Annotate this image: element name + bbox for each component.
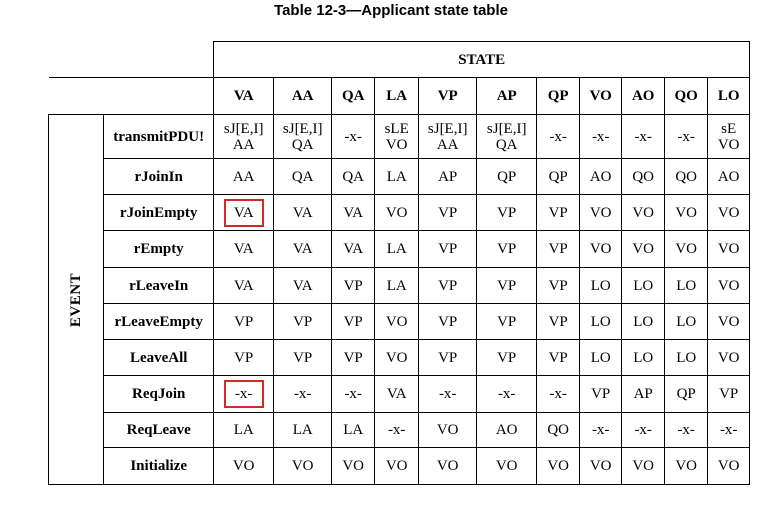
cell-value: -x- [344, 128, 362, 145]
state-cell [665, 413, 708, 448]
cell-value: LO [633, 277, 654, 294]
cell-value: -x- [677, 422, 695, 438]
cell-value: AO [717, 168, 740, 185]
event-name: Initialize [104, 448, 214, 485]
cell-value: -x- [591, 422, 610, 438]
cell-value: VO [589, 458, 612, 474]
state-cell [665, 376, 708, 413]
event-name: transmitPDU! [104, 115, 214, 159]
cell-value: sJ[E,I] QA [486, 120, 527, 153]
state-cell [274, 115, 332, 159]
cell-value: LO [676, 349, 697, 366]
table-row [49, 159, 750, 195]
cell-value: AO [495, 422, 518, 438]
state-cell [665, 448, 708, 485]
state-cell [580, 413, 622, 448]
cell-value: LA [386, 277, 407, 294]
state-cell [419, 159, 477, 195]
state-cell [214, 413, 274, 448]
cell-value: VP [719, 386, 739, 402]
state-header-row [49, 78, 750, 115]
state-cell [537, 231, 580, 268]
cell-value: QP [548, 168, 568, 185]
state-cell [708, 159, 750, 195]
state-cell [375, 159, 419, 195]
cell-value: VO [495, 458, 518, 474]
state-cell [622, 448, 665, 485]
table-row [49, 340, 750, 376]
state-cell [375, 231, 419, 268]
cell-value: LO [633, 313, 654, 330]
state-cell [580, 115, 622, 159]
table-caption: Table 12-3—Applicant state table [274, 2, 508, 19]
cell-value: VP [438, 241, 458, 257]
cell-value: VO [717, 277, 740, 294]
state-header-aa: AA [274, 78, 332, 115]
cell-value: VO [291, 458, 314, 474]
state-cell [477, 376, 537, 413]
state-cell [580, 376, 622, 413]
cell-value: AP [438, 168, 458, 185]
table-row [49, 115, 750, 159]
state-cell [622, 268, 665, 304]
state-cell [537, 340, 580, 376]
state-cell [477, 304, 537, 340]
cell-value: LO [590, 277, 611, 294]
event-label: EVENT [68, 272, 85, 327]
cell-value: AO [589, 168, 612, 185]
table-row [49, 376, 750, 413]
event-name: rJoinIn [104, 159, 214, 195]
cell-value: VO [717, 241, 740, 257]
cell-value: VP [548, 241, 568, 257]
state-cell [214, 340, 274, 376]
state-cell [665, 268, 708, 304]
state-cell [332, 231, 375, 268]
cell-value: -x- [549, 128, 567, 145]
state-cell [622, 159, 665, 195]
cell-value: AA [232, 168, 255, 185]
cell-value: VP [591, 386, 611, 402]
cell-value: VO [436, 458, 459, 474]
cell-value: sLE VO [384, 120, 409, 153]
cell-value: VO [385, 204, 408, 221]
state-cell [419, 231, 477, 268]
cell-value: -x- [387, 422, 406, 438]
state-cell [419, 304, 477, 340]
cell-value: VO [547, 458, 570, 474]
event-name: rEmpty [104, 231, 214, 268]
cell-value: LA [343, 422, 364, 438]
state-cell [274, 376, 332, 413]
state-group-header: STATE [214, 42, 750, 78]
cell-value: LO [590, 313, 611, 330]
state-header-qa: QA [332, 78, 375, 115]
cell-value: QO [632, 168, 655, 185]
cell-value: VO [675, 458, 698, 474]
state-cell [332, 268, 375, 304]
cell-value: VP [548, 349, 568, 366]
state-cell [537, 268, 580, 304]
state-cell [622, 115, 665, 159]
cell-value: VA [386, 386, 407, 402]
cell-value: VP [497, 277, 517, 294]
cell-value: VA [343, 204, 364, 221]
table-row [49, 268, 750, 304]
state-cell [419, 195, 477, 231]
cell-value: VO [385, 349, 408, 366]
state-cell [375, 340, 419, 376]
table-row [49, 304, 750, 340]
cell-value: VO [385, 313, 408, 330]
state-cell [477, 159, 537, 195]
state-cell [419, 376, 477, 413]
state-cell [580, 268, 622, 304]
state-cell [332, 159, 375, 195]
cell-value: VA [343, 241, 364, 257]
state-cell [214, 268, 274, 304]
cell-value: VO [675, 204, 698, 221]
state-cell [332, 115, 375, 159]
cell-value: VA [292, 204, 313, 221]
state-cell [708, 115, 750, 159]
cell-value: VP [548, 204, 568, 221]
state-cell [332, 448, 375, 485]
state-cell [622, 231, 665, 268]
state-cell [214, 115, 274, 159]
state-cell [622, 304, 665, 340]
cell-value: -x- [438, 386, 457, 402]
state-cell [622, 195, 665, 231]
state-cell [580, 195, 622, 231]
state-header-ap: AP [477, 78, 537, 115]
cell-value: sJ[E,I] QA [282, 120, 323, 153]
cell-value: LO [633, 349, 654, 366]
cell-value: -x- [234, 386, 253, 402]
cell-value: -x- [677, 128, 695, 145]
cell-value: VO [717, 313, 740, 330]
state-header-vp: VP [419, 78, 477, 115]
cell-value: VP [497, 241, 517, 257]
state-header-qo: QO [665, 78, 708, 115]
state-cell [537, 448, 580, 485]
state-cell [375, 304, 419, 340]
state-cell [537, 413, 580, 448]
state-cell [622, 376, 665, 413]
table-row [49, 448, 750, 485]
event-name: LeaveAll [104, 340, 214, 376]
table-corner [49, 42, 214, 78]
state-cell [477, 115, 537, 159]
state-cell [580, 448, 622, 485]
cell-value: QO [675, 168, 698, 185]
state-cell [665, 304, 708, 340]
cell-value: VO [232, 458, 255, 474]
state-cell [708, 448, 750, 485]
state-cell [708, 231, 750, 268]
state-header-va: VA [214, 78, 274, 115]
cell-value: AP [633, 386, 653, 402]
cell-value: VP [497, 349, 517, 366]
cell-value: -x- [634, 128, 652, 145]
cell-value: VP [234, 313, 254, 330]
cell-value: QA [342, 168, 365, 185]
cell-value: -x- [719, 422, 738, 438]
event-name: rLeaveIn [104, 268, 214, 304]
cell-value: VA [292, 277, 313, 294]
cell-value: -x- [497, 386, 516, 402]
cell-value: VP [548, 277, 568, 294]
cell-value: VP [293, 313, 313, 330]
state-cell [537, 115, 580, 159]
state-header-ao: AO [622, 78, 665, 115]
state-cell [477, 231, 537, 268]
state-cell [419, 448, 477, 485]
cell-value: VO [717, 204, 740, 221]
cell-value: VP [343, 313, 363, 330]
cell-value: VP [234, 349, 254, 366]
state-header-corner [49, 78, 214, 115]
state-cell [332, 376, 375, 413]
state-cell [419, 340, 477, 376]
state-cell [375, 268, 419, 304]
cell-value: VP [497, 313, 517, 330]
state-cell [332, 304, 375, 340]
state-cell [375, 195, 419, 231]
table-row [49, 195, 750, 231]
state-cell [419, 413, 477, 448]
cell-value: -x- [549, 386, 567, 402]
state-cell [419, 115, 477, 159]
state-cell [214, 231, 274, 268]
cell-value: VA [292, 241, 313, 257]
state-cell [708, 195, 750, 231]
applicant-state-table [48, 41, 750, 485]
state-cell [375, 115, 419, 159]
state-cell [375, 448, 419, 485]
state-cell [665, 231, 708, 268]
state-cell [332, 413, 375, 448]
state-cell [708, 304, 750, 340]
cell-value: VP [343, 277, 363, 294]
state-cell [665, 340, 708, 376]
state-cell [580, 304, 622, 340]
state-cell [214, 448, 274, 485]
cell-value: VO [632, 241, 655, 257]
state-cell [274, 231, 332, 268]
cell-value: VP [293, 349, 313, 366]
cell-value: VO [632, 204, 655, 221]
cell-value: VO [589, 241, 612, 257]
state-cell [665, 195, 708, 231]
state-cell [580, 159, 622, 195]
cell-value: VP [343, 349, 363, 366]
cell-value: VO [342, 458, 365, 474]
event-name: ReqJoin [104, 376, 214, 413]
cell-value: VA [233, 204, 254, 221]
cell-value: VP [438, 204, 458, 221]
state-cell [537, 304, 580, 340]
state-cell [708, 340, 750, 376]
state-cell [708, 268, 750, 304]
cell-value: VP [438, 313, 458, 330]
cell-value: VO [717, 458, 740, 474]
cell-value: VO [589, 204, 612, 221]
state-cell [477, 448, 537, 485]
state-cell [537, 159, 580, 195]
cell-value: LA [292, 422, 313, 438]
cell-value: VP [438, 349, 458, 366]
state-cell [214, 159, 274, 195]
cell-value: sJ[E,I] AA [427, 120, 468, 153]
cell-value: sJ[E,I] AA [223, 120, 264, 153]
cell-value: LA [386, 168, 407, 185]
cell-value: VO [717, 349, 740, 366]
cell-value: QP [497, 168, 517, 185]
state-cell [622, 340, 665, 376]
cell-value: LA [386, 241, 407, 257]
cell-value: VO [385, 458, 408, 474]
state-cell [537, 376, 580, 413]
state-cell [477, 340, 537, 376]
state-cell [580, 340, 622, 376]
cell-value: VP [438, 277, 458, 294]
state-cell [477, 268, 537, 304]
event-name: ReqLeave [104, 413, 214, 448]
cell-value: -x- [344, 386, 362, 402]
state-cell [375, 376, 419, 413]
state-cell [274, 340, 332, 376]
cell-value: -x- [293, 386, 312, 402]
cell-value: QP [676, 386, 696, 402]
state-cell [274, 304, 332, 340]
event-name: rLeaveEmpty [104, 304, 214, 340]
cell-value: VO [632, 458, 655, 474]
cell-value: VP [548, 313, 568, 330]
state-cell [708, 376, 750, 413]
state-cell [537, 195, 580, 231]
state-cell [332, 195, 375, 231]
cell-value: LO [676, 277, 697, 294]
cell-value: VP [497, 204, 517, 221]
table-row [49, 413, 750, 448]
event-group-header [49, 115, 104, 485]
state-cell [274, 195, 332, 231]
cell-value: LA [233, 422, 254, 438]
cell-value: -x- [591, 128, 610, 145]
state-cell [214, 195, 274, 231]
state-cell [274, 159, 332, 195]
state-header-vo: VO [580, 78, 622, 115]
cell-value: VO [675, 241, 698, 257]
state-cell [274, 448, 332, 485]
cell-value: sE VO [717, 120, 740, 153]
state-header-lo: LO [708, 78, 750, 115]
cell-value: -x- [634, 422, 652, 438]
state-cell [375, 413, 419, 448]
state-cell [665, 115, 708, 159]
state-header-la: LA [375, 78, 419, 115]
state-cell [214, 376, 274, 413]
state-cell [477, 195, 537, 231]
cell-value: LO [676, 313, 697, 330]
state-cell [214, 304, 274, 340]
state-cell [274, 413, 332, 448]
state-cell [419, 268, 477, 304]
cell-value: LO [590, 349, 611, 366]
cell-value: VA [233, 241, 254, 257]
event-name: rJoinEmpty [104, 195, 214, 231]
state-cell [477, 413, 537, 448]
cell-value: QA [291, 168, 314, 185]
table-row [49, 231, 750, 268]
state-cell [622, 413, 665, 448]
state-header-qp: QP [537, 78, 580, 115]
state-cell [708, 413, 750, 448]
cell-value: QO [547, 422, 570, 438]
state-cell [580, 231, 622, 268]
state-cell [274, 268, 332, 304]
state-cell [332, 340, 375, 376]
cell-value: VO [436, 422, 459, 438]
cell-value: VA [233, 277, 254, 294]
state-cell [665, 159, 708, 195]
